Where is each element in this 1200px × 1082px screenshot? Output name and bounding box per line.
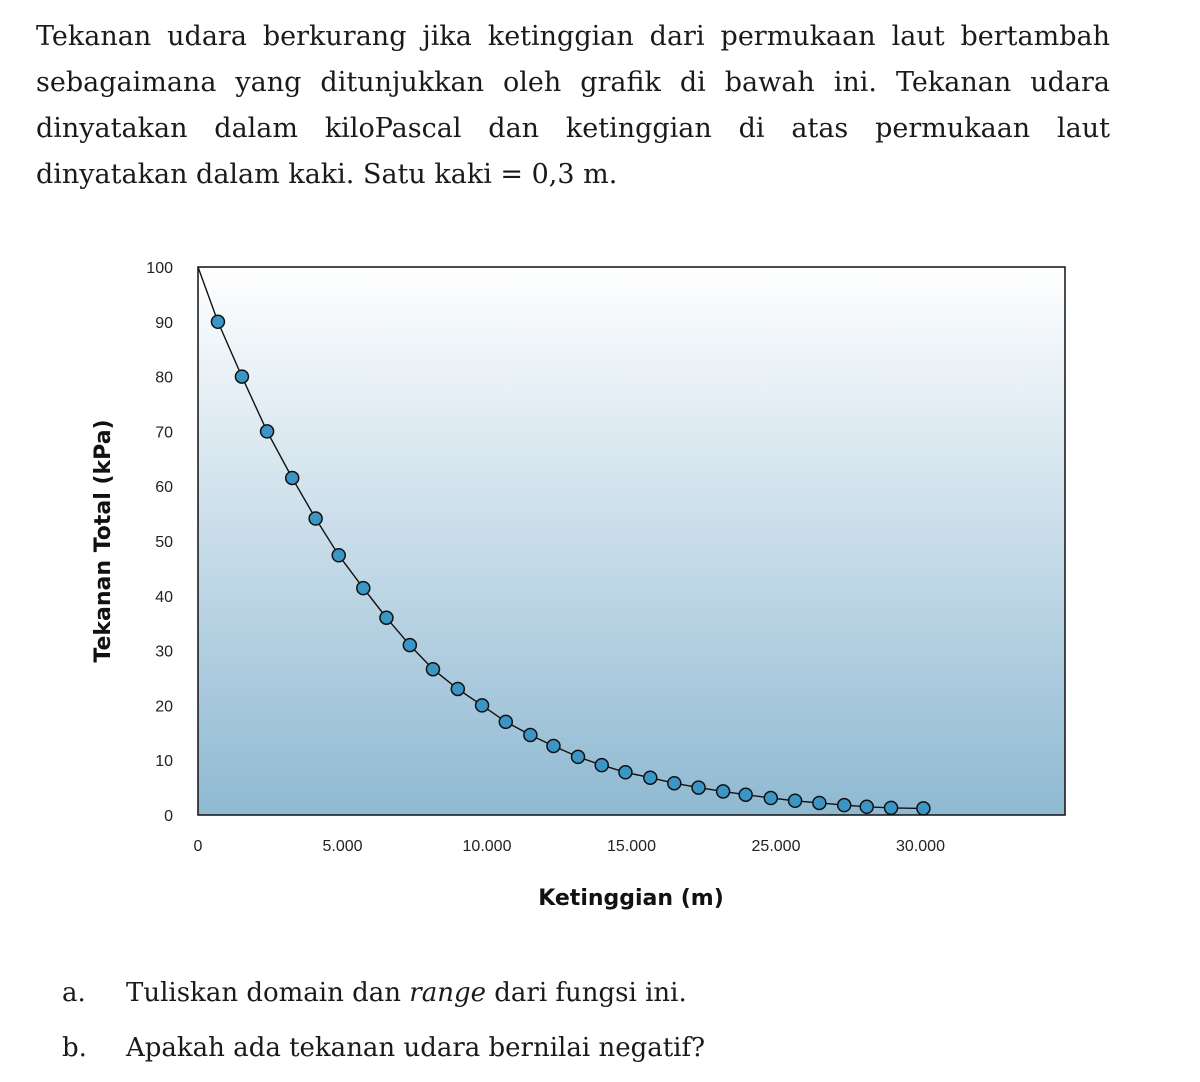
y-tick-label: 60: [155, 479, 173, 497]
y-tick-label: 100: [146, 260, 173, 277]
data-point: [619, 766, 632, 779]
intro-paragraph: Tekanan udara berkurang jika ketinggian dari permukaan laut bertambah sebagaimana yang ditunjukkan oleh grafik di bawah ini. Tekanan udara dinyatakan dalam kiloPascal dan ketinggian di atas permukaan laut dinyatakan dalam kaki. Satu kaki = 0,3 m.: [36, 21, 1110, 190]
y-tick-label: 50: [155, 534, 173, 551]
y-tick-label: 40: [155, 588, 173, 606]
data-point: [286, 471, 299, 484]
y-tick-label: 0: [164, 808, 173, 825]
data-point: [813, 796, 826, 809]
x-tick-label: 10.000: [462, 838, 512, 855]
data-point: [261, 425, 274, 438]
data-point: [403, 639, 416, 652]
x-tick-label: 5.000: [322, 838, 363, 855]
data-point: [860, 800, 873, 813]
y-tick-label: 30: [155, 643, 173, 661]
data-point: [572, 750, 585, 763]
question-b-text: Apakah ada tekanan udara bernilai negatif?: [126, 1033, 706, 1063]
data-point: [476, 699, 489, 712]
data-point: [547, 739, 560, 752]
data-point: [235, 370, 248, 383]
data-point: [451, 682, 464, 695]
data-point: [332, 549, 345, 562]
data-point: [692, 781, 705, 794]
x-axis-title: Ketinggian (m): [538, 886, 724, 911]
data-point: [717, 785, 730, 798]
data-point: [885, 801, 898, 814]
data-point: [644, 771, 657, 784]
question-a-label: a.: [62, 978, 86, 1008]
data-point: [595, 759, 608, 772]
data-point: [426, 663, 439, 676]
question-b: [62, 1033, 705, 1063]
question-a-text: Tuliskan domain dan: [126, 978, 410, 1008]
question-a-text-end: dari fungsi ini.: [485, 978, 687, 1008]
data-point: [739, 788, 752, 801]
x-tick-label: 15.000: [607, 838, 656, 855]
data-point: [524, 728, 537, 741]
data-point: [668, 777, 681, 790]
y-tick-label: 20: [155, 698, 173, 716]
x-tick-label: 25.000: [751, 838, 801, 855]
data-point: [380, 611, 393, 624]
data-point: [917, 802, 930, 815]
x-tick-label: 30.000: [896, 838, 945, 855]
data-point: [789, 794, 802, 807]
data-point: [357, 582, 370, 595]
data-point: [764, 792, 777, 805]
data-point: [838, 799, 851, 812]
y-axis-title: Tekanan Total (kPa): [91, 419, 116, 663]
pressure-altitude-chart: [0, 240, 1200, 940]
y-tick-label: 80: [155, 369, 173, 387]
data-point: [499, 715, 512, 728]
y-tick-label: 10: [155, 753, 173, 771]
x-tick-label: 0: [193, 838, 203, 855]
data-point: [211, 315, 224, 328]
question-a-italic: range: [409, 978, 486, 1008]
question-b-label: b.: [62, 1033, 87, 1063]
data-point: [309, 512, 322, 525]
y-tick-label: 90: [155, 314, 173, 332]
plot-area: [198, 267, 1065, 815]
y-tick-label: 70: [155, 424, 173, 442]
question-a: [62, 978, 687, 1008]
